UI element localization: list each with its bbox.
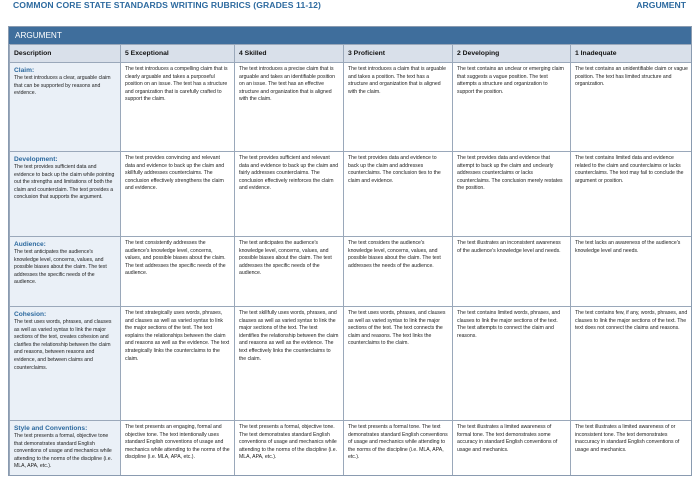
score-cell-exceptional: The text provides convincing and relevant data and evidence to back up the claim and skillfully addresses counterclaims. The conclusion effectively strengthens the claim and evidence. [121, 152, 235, 237]
rubric-table [9, 44, 692, 476]
criterion-description: The text presents a formal, objective tone that demonstrates standard English conventions of usage and mechanics while attending to the norms of the discipline (i.e. MLA, APA, etc.). [14, 433, 113, 470]
score-cell-proficient: The text presents a formal tone. The text demonstrates standard English conventions of usage and mechanics while attending to the norms of the discipline (i.e. MLA, APA, etc.). [344, 421, 453, 477]
criterion-cell [10, 421, 121, 477]
criterion-name: Style and Conventions: [14, 425, 88, 432]
score-cell-developing: The text provides data and evidence that attempt to back up the claim and unclearly addresses counterclaims or lacks counterclaims. The conclusion merely restates the position. [453, 152, 571, 237]
column-header-proficient: 3 Proficient [344, 45, 453, 63]
score-cell-proficient: The text provides data and evidence to back up the claim and addresses counterclaims. The conclusion ties to the claim and evidence. [344, 152, 453, 237]
rubric-panel [8, 26, 692, 476]
score-cell-developing: The text illustrates an inconsistent awareness of the audience's knowledge level and needs. [453, 237, 571, 307]
score-cell-proficient: The text considers the audience's knowledge level, concerns, values, and possible biases about the claim. The text addresses the needs of the audience. [344, 237, 453, 307]
rubric-row-claim [10, 63, 693, 152]
score-cell-proficient: The text introduces a claim that is arguable and takes a position. The text has a structure and organization that is aligned with the claim. [344, 63, 453, 152]
score-cell-exceptional: The text presents an engaging, formal and objective tone. The text intentionally uses standard English conventions of usage and mechanics while attending to the norms of the discipline (i.e. MLA, APA, etc.). [121, 421, 235, 477]
score-cell-skilled: The text anticipates the audience's knowledge level, concerns, values, and possible biases about the claim. The text addresses the specific needs of the audience. [235, 237, 344, 307]
rubric-row-cohesion [10, 307, 693, 421]
criterion-description: The text anticipates the audience's knowledge level, concerns, values, and possible biases about the claim. The text addresses the specific needs of the audience. [14, 249, 107, 286]
rubric-row-development [10, 152, 693, 237]
rubric-header-row [10, 45, 693, 63]
score-cell-proficient: The text uses words, phrases, and clauses as well as varied syntax to link the major sections of the text. The text connects the claim and reasons. The text links the counterclaims to the claim. [344, 307, 453, 421]
score-cell-skilled: The text introduces a precise claim that is arguable and takes an identifiable position on an issue. The text has an effective structure and organization that is aligned with the claim. [235, 63, 344, 152]
criterion-cell [10, 237, 121, 307]
criterion-description: The text uses words, phrases, and clauses as well as varied syntax to link the major sections of the text, creates cohesion and clarifies the relationship between the claim and reasons, between reasons and evidence, and between claims and counterclaims. [14, 319, 112, 371]
criterion-name: Development: [14, 156, 58, 163]
score-cell-developing: The text contains an unclear or emerging claim that suggests a vague position. The text attempts a structure and organization to support the position. [453, 63, 571, 152]
score-cell-developing: The text illustrates a limited awareness of formal tone. The text demonstrates some accuracy in standard English conventions of usage and mechanics. [453, 421, 571, 477]
score-cell-inadequate: The text lacks an awareness of the audience's knowledge level and needs. [571, 237, 693, 307]
score-cell-inadequate: The text contains limited data and evidence related to the claim and counterclaims or lacks counterclaims. The text may fail to conclude the argument or position. [571, 152, 693, 237]
score-cell-exceptional: The text consistently addresses the audience's knowledge level, concerns, values, and possible biases about the claim. The text addresses the specific needs of the audience. [121, 237, 235, 307]
score-cell-exceptional: The text introduces a compelling claim that is clearly arguable and takes a purposeful position on an issue. The text has a structure and organization that is carefully crafted to support the claim. [121, 63, 235, 152]
score-cell-skilled: The text skillfully uses words, phrases, and clauses as well as varied syntax to link the major sections of the text. The text identifies the relationship between the claim and reasons as well as the evidence. The text effectively links the counterclaims to the claim. [235, 307, 344, 421]
column-header-skilled: 4 Skilled [235, 45, 344, 63]
criterion-name: Cohesion: [14, 311, 47, 318]
rubric-row-audience [10, 237, 693, 307]
score-cell-developing: The text contains limited words, phrases, and clauses to link the major sections of the text. The text attempts to connect the claim and reasons. [453, 307, 571, 421]
column-header-exceptional: 5 Exceptional [121, 45, 235, 63]
document-genre-tag: ARGUMENT [636, 0, 686, 10]
score-cell-inadequate: The text contains few, if any, words, phrases, and clauses to link the major sections of the text. The text does not connect the claims and reasons. [571, 307, 693, 421]
column-header-inadequate: 1 Inadequate [571, 45, 693, 63]
rubric-row-style-conventions [10, 421, 693, 477]
criterion-name: Claim: [14, 67, 35, 74]
score-cell-inadequate: The text illustrates a limited awareness of or inconsistent tone. The text demonstrates inaccuracy in standard English conventions of usage and mechanics. [571, 421, 693, 477]
criterion-cell [10, 152, 121, 237]
score-cell-exceptional: The text strategically uses words, phrases, and clauses as well as varied syntax to link the major sections of the text. The text explains the relationships between the claim and reasons as well as the evidence. The text strategically links the counterclaims to the claim. [121, 307, 235, 421]
criterion-name: Audience: [14, 241, 46, 248]
criterion-cell [10, 307, 121, 421]
rubric-banner: ARGUMENT [9, 27, 691, 44]
column-header-description: Description [10, 45, 121, 63]
column-header-developing: 2 Developing [453, 45, 571, 63]
criterion-cell [10, 63, 121, 152]
document-title: COMMON CORE STATE STANDARDS WRITING RUBRICS (GRADES 11-12) [13, 0, 322, 10]
criterion-description: The text introduces a clear, arguable claim that can be supported by reasons and evidence. [14, 75, 111, 97]
score-cell-inadequate: The text contains an unidentifiable claim or vague position. The text has limited structure and organization. [571, 63, 693, 152]
score-cell-skilled: The text provides sufficient and relevant data and evidence to back up the claim and fairly addresses counterclaims. The conclusion effectively reinforces the claim and evidence. [235, 152, 344, 237]
score-cell-skilled: The text presents a formal, objective tone. The text demonstrates standard English conventions of usage and mechanics while attending to the norms of the discipline (i.e. MLA, APA, etc.). [235, 421, 344, 477]
document-header [0, 0, 700, 12]
criterion-description: The text provides sufficient data and evidence to back up the claim while pointing out the strengths and limitations of both the claim and counterclaim. The text provides a conclusion that supports the argument. [14, 164, 115, 201]
